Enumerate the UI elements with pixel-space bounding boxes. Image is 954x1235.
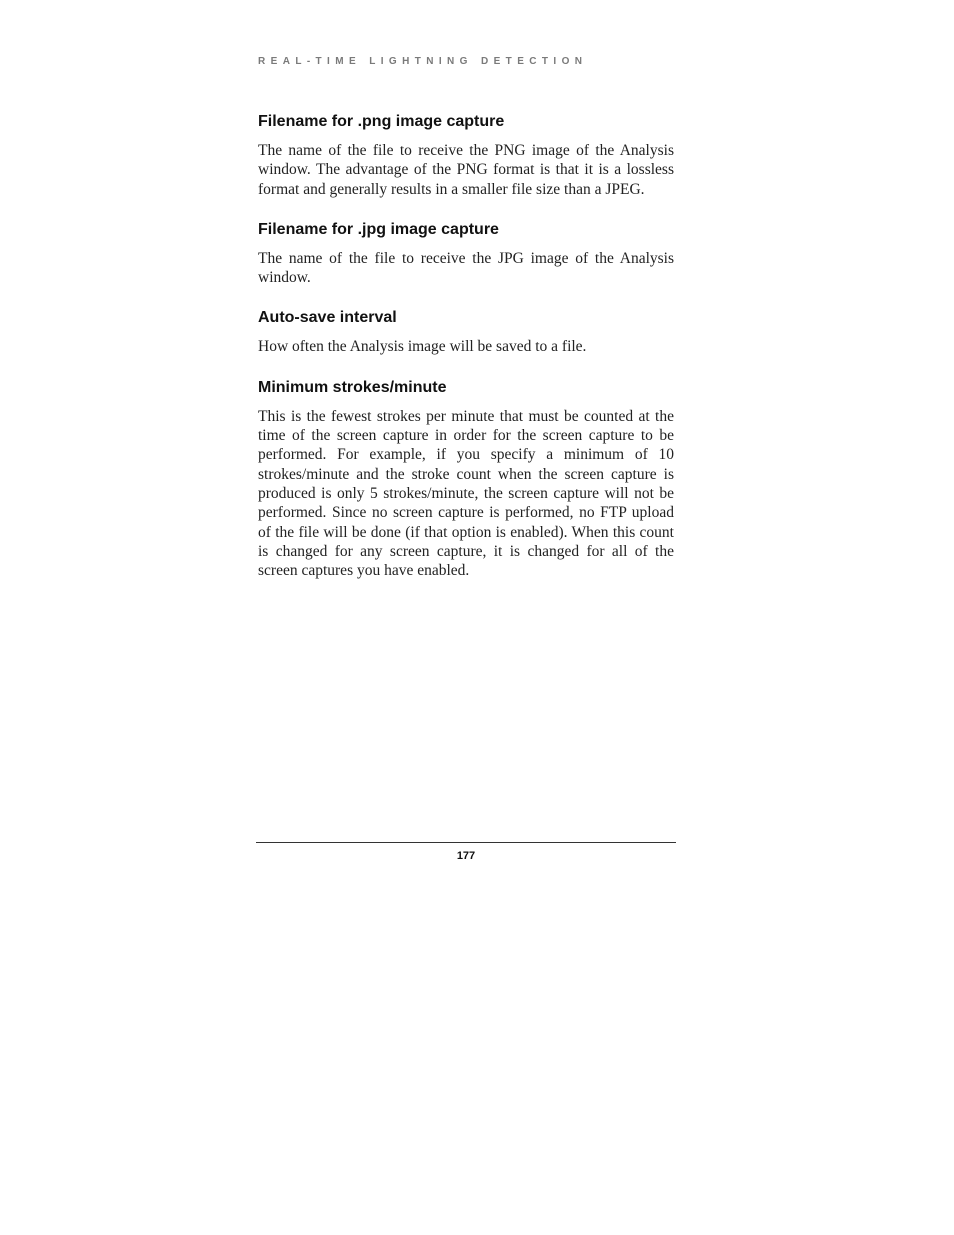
section-heading: Filename for .jpg image capture bbox=[258, 220, 499, 238]
section-heading: Auto-save interval bbox=[258, 309, 397, 327]
section-auto-save-interval bbox=[258, 308, 674, 356]
section-heading: Filename for .png image capture bbox=[258, 113, 505, 130]
page-number: 177 bbox=[456, 850, 476, 862]
section-minimum-strokes bbox=[258, 378, 674, 581]
section-body: The name of the file to receive the PNG image of the Analysis window. The advantage of the PNG format is that it is a lossless format and generally results in a smaller file size than a JPEG. bbox=[258, 142, 674, 198]
section-jpg-filename bbox=[258, 220, 674, 288]
section-png-filename bbox=[258, 112, 674, 199]
running-header: REAL-TIME LIGHTNING DETECTION bbox=[258, 56, 588, 67]
section-body: This is the fewest strokes per minute that must be counted at the time of the screen capture in order for the screen capture to be performed. For example, if you specify a minimum of 10 strokes/minute and the stroke count when the screen capture is produced is only 5 strokes/minute, the screen capture will not be performed. Since no screen capture is performed, no FTP upload of the file will be done (if that option is enabled). When this count is changed for any screen capture, it is changed for all of the screen captures you have enabled. bbox=[258, 407, 674, 580]
section-body: The name of the file to receive the JPG image of the Analysis window. bbox=[258, 249, 674, 287]
footer-divider bbox=[256, 842, 676, 843]
section-heading: Minimum strokes/minute bbox=[258, 378, 447, 396]
section-body: How often the Analysis image will be saved to a file. bbox=[258, 338, 587, 356]
page-content bbox=[258, 112, 674, 601]
